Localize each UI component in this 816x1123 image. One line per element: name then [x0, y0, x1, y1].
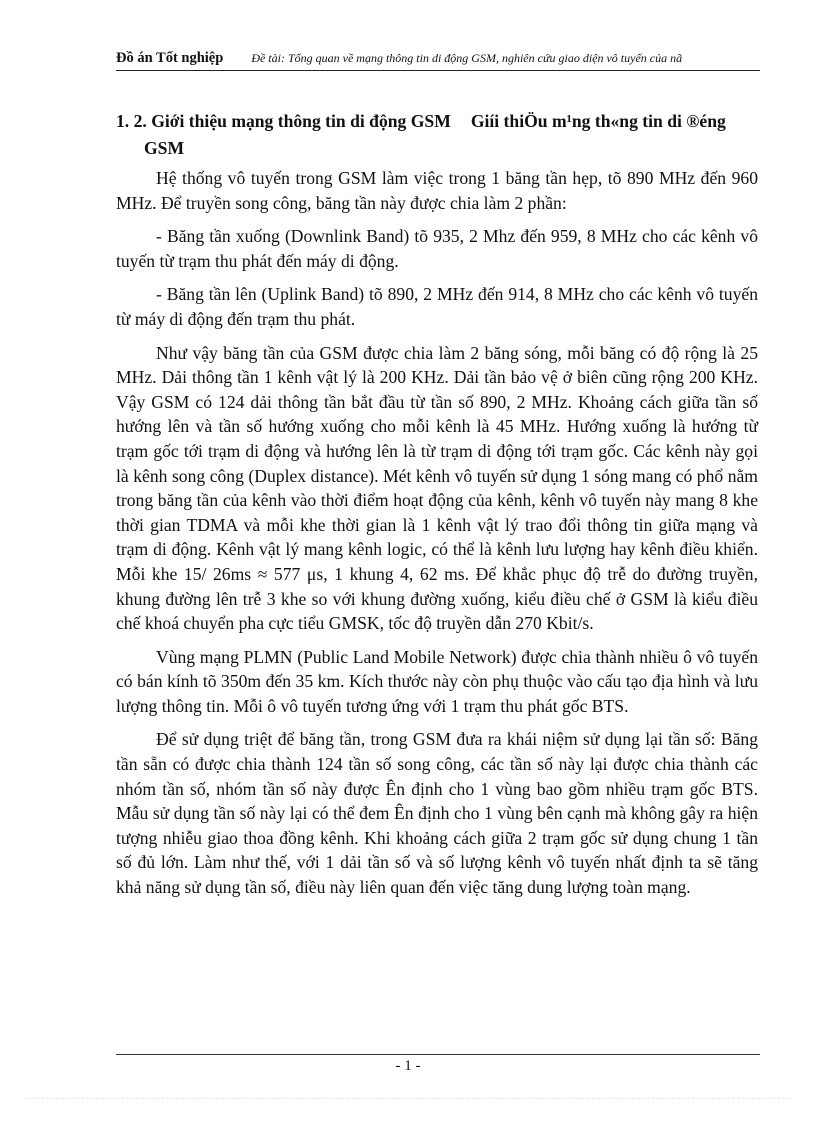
footer-divider: [116, 1054, 760, 1055]
paragraph-frequency-reuse: Để sử dụng triệt để băng tần, trong GSM đưa ra khái niệm sử dụng lại tần số: Băng tần sẵn có được chia thành 124 tần số song công, các tần số này lại được chia thành các nhóm tần số, nhóm tần số này được Ên định cho 1 vùng bao gồm nhiều trạm gốc BTS. Mẫu sử dụng tần số này lại có thể đem Ên định cho 1 vùng bên cạnh mà không gây ra hiện tượng nhiễu giao thoa đồng kênh. Khi khoảng cách giữa 2 trạm gốc sử dụng chung 1 tần số đủ lớn. Làm như thế, với 1 dải tần số và số lượng kênh vô tuyến nhất định ta sẽ tăng khả năng sử dụng tần số, điều này liên quan đến việc tăng dung lượng toàn mạng.: [116, 729, 758, 898]
paragraph-uplink: - Băng tần lên (Uplink Band) tõ 890, 2 MHz đến 914, 8 MHz cho các kênh vô tuyến từ máy di động đến trạm thu phát.: [116, 284, 758, 329]
paragraph-plmn: Vùng mạng PLMN (Public Land Mobile Network) được chia thành nhiều ô vô tuyến có bán kính tõ 350m đến 35 km. Kích thước này còn phụ thuộc vào cấu tạo địa hình và lưu lượng thông tin. Mỗi ô vô tuyến tương ứng với 1 trạm thu phát gốc BTS.: [116, 646, 758, 716]
page-body: [116, 108, 758, 909]
paragraph-intro: Hệ thống vô tuyến trong GSM làm việc trong 1 băng tần hẹp, tõ 890 MHz đến 960 MHz. Để truyền song công, băng tần này được chia làm 2 phần:: [116, 168, 758, 213]
page-number: - 1 -: [395, 1058, 421, 1074]
page-bottom-border: [26, 1098, 790, 1099]
section-heading: [116, 108, 758, 162]
section-heading-text: 1. 2. Giới thiệu mạng thông tin di động GSM: [116, 111, 451, 131]
page-header: [116, 50, 760, 71]
section-heading-garbled: Giíi thiÖu m¹ng th«ng tin di ®éng GSM: [144, 111, 726, 158]
header-document-type: Đồ án Tốt nghiệp: [116, 50, 224, 66]
header-thesis-title: Đề tài: Tổng quan về mạng thông tin di động GSM, nghiên cứu giao diện vô tuyến của nã: [251, 51, 683, 65]
paragraph-downlink: - Băng tần xuống (Downlink Band) tõ 935, 2 Mhz đến 959, 8 MHz cho các kênh vô tuyến từ trạm thu phát đến máy di động.: [116, 226, 758, 271]
paragraph-channels: Như vậy băng tần của GSM được chia làm 2 băng sóng, mỗi băng có độ rộng là 25 MHz. Dải thông tần 1 kênh vật lý là 200 KHz. Dải tần bảo vệ ở biên cũng rộng 200 KHz. Vậy GSM có 124 dải thông tần bắt đầu từ tần số 890, 2 MHz. Khoảng cách giữa tần số hướng lên và tần số hướng xuống cho mỗi kênh là 45 MHz. Hướng xuống là hướng từ trạm gốc tới trạm di động và hướng lên là từ trạm di động tới trạm gốc. Các kênh này gọi là kênh song công (Duplex distance). Mét kênh vô tuyến sử dụng 1 sóng mang có phổ nằm trong băng tần của kênh vào thời điểm hoạt động của kênh, kênh vô tuyến này mang 8 khe thời gian TDMA và mỗi khe thời gian là 1 kênh vật lý trao đổi thông tin giữa mạng và trạm di động. Kênh vật lý mang kênh logic, có thể là kênh lưu lượng hay kênh điều khiển. Mỗi khe 15/ 26ms ≈ 577 μs, 1 khung 4, 62 ms. Để khắc phục độ trễ do đường truyền, khung đường lên trễ 3 khe so với khung đường xuống, kiểu điều chế ở GSM là kiểu điều chế khoá chuyển pha cực tiểu GMSK, tốc độ truyền dẫn 270 Kbit/s.: [116, 342, 758, 634]
